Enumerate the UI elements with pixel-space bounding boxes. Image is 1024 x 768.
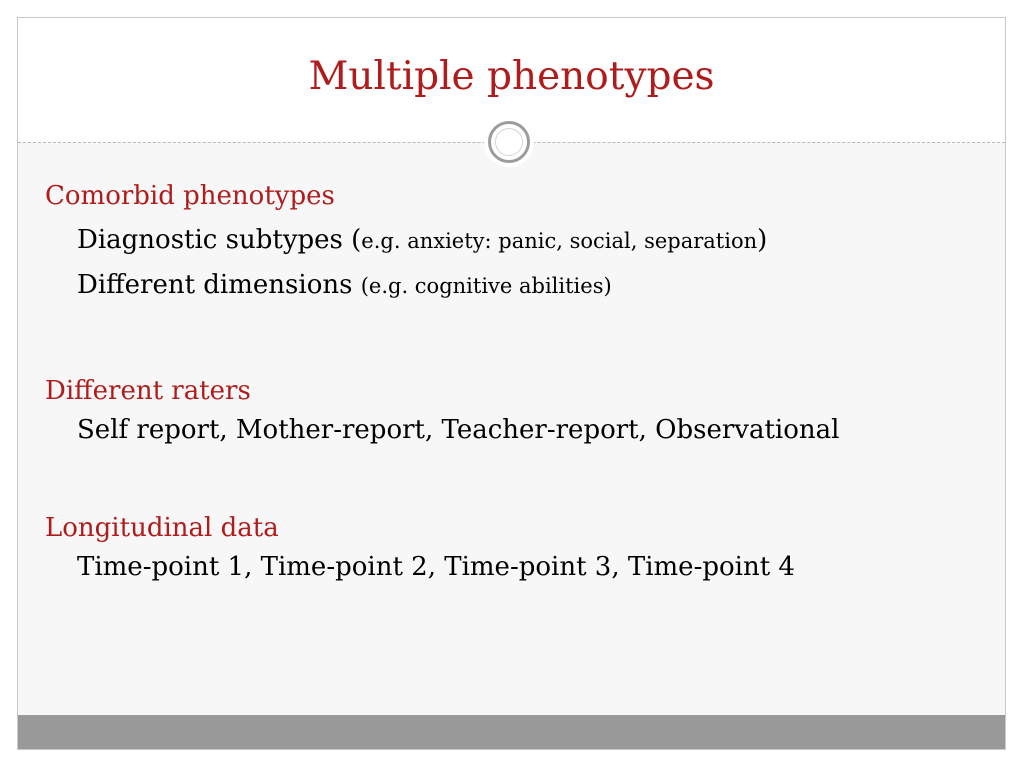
list-item [45, 218, 767, 263]
ring-inner [495, 128, 523, 156]
section-heading: Longitudinal data [45, 513, 279, 543]
footer-bar [18, 715, 1005, 749]
section-comorbid-phenotypes [45, 179, 767, 308]
item-text: Diagnostic subtypes ( [77, 225, 362, 255]
item-text: Different dimensions [77, 270, 361, 300]
item-tail: ) [757, 225, 768, 255]
list-item [45, 408, 839, 452]
section-heading: Comorbid phenotypes [45, 181, 335, 211]
section-items [45, 408, 839, 452]
list-item [45, 263, 767, 308]
section-different-raters [45, 374, 839, 452]
ring-icon [484, 117, 534, 167]
item-text: Self report, Mother-report, Teacher-report, Observational [77, 415, 840, 445]
item-text: Time-point 1, Time-point 2, Time-point 3, Time-point 4 [77, 552, 795, 582]
ring-outer [488, 121, 530, 163]
section-heading: Different raters [45, 376, 251, 406]
item-example: (e.g. cognitive abilities) [360, 274, 612, 298]
section-items [45, 218, 767, 308]
section-items [45, 545, 795, 589]
list-item [45, 545, 795, 589]
slide [17, 17, 1006, 750]
section-longitudinal-data [45, 511, 795, 589]
item-example: e.g. anxiety: panic, social, separation [361, 229, 758, 253]
slide-title: Multiple phenotypes [308, 54, 715, 99]
